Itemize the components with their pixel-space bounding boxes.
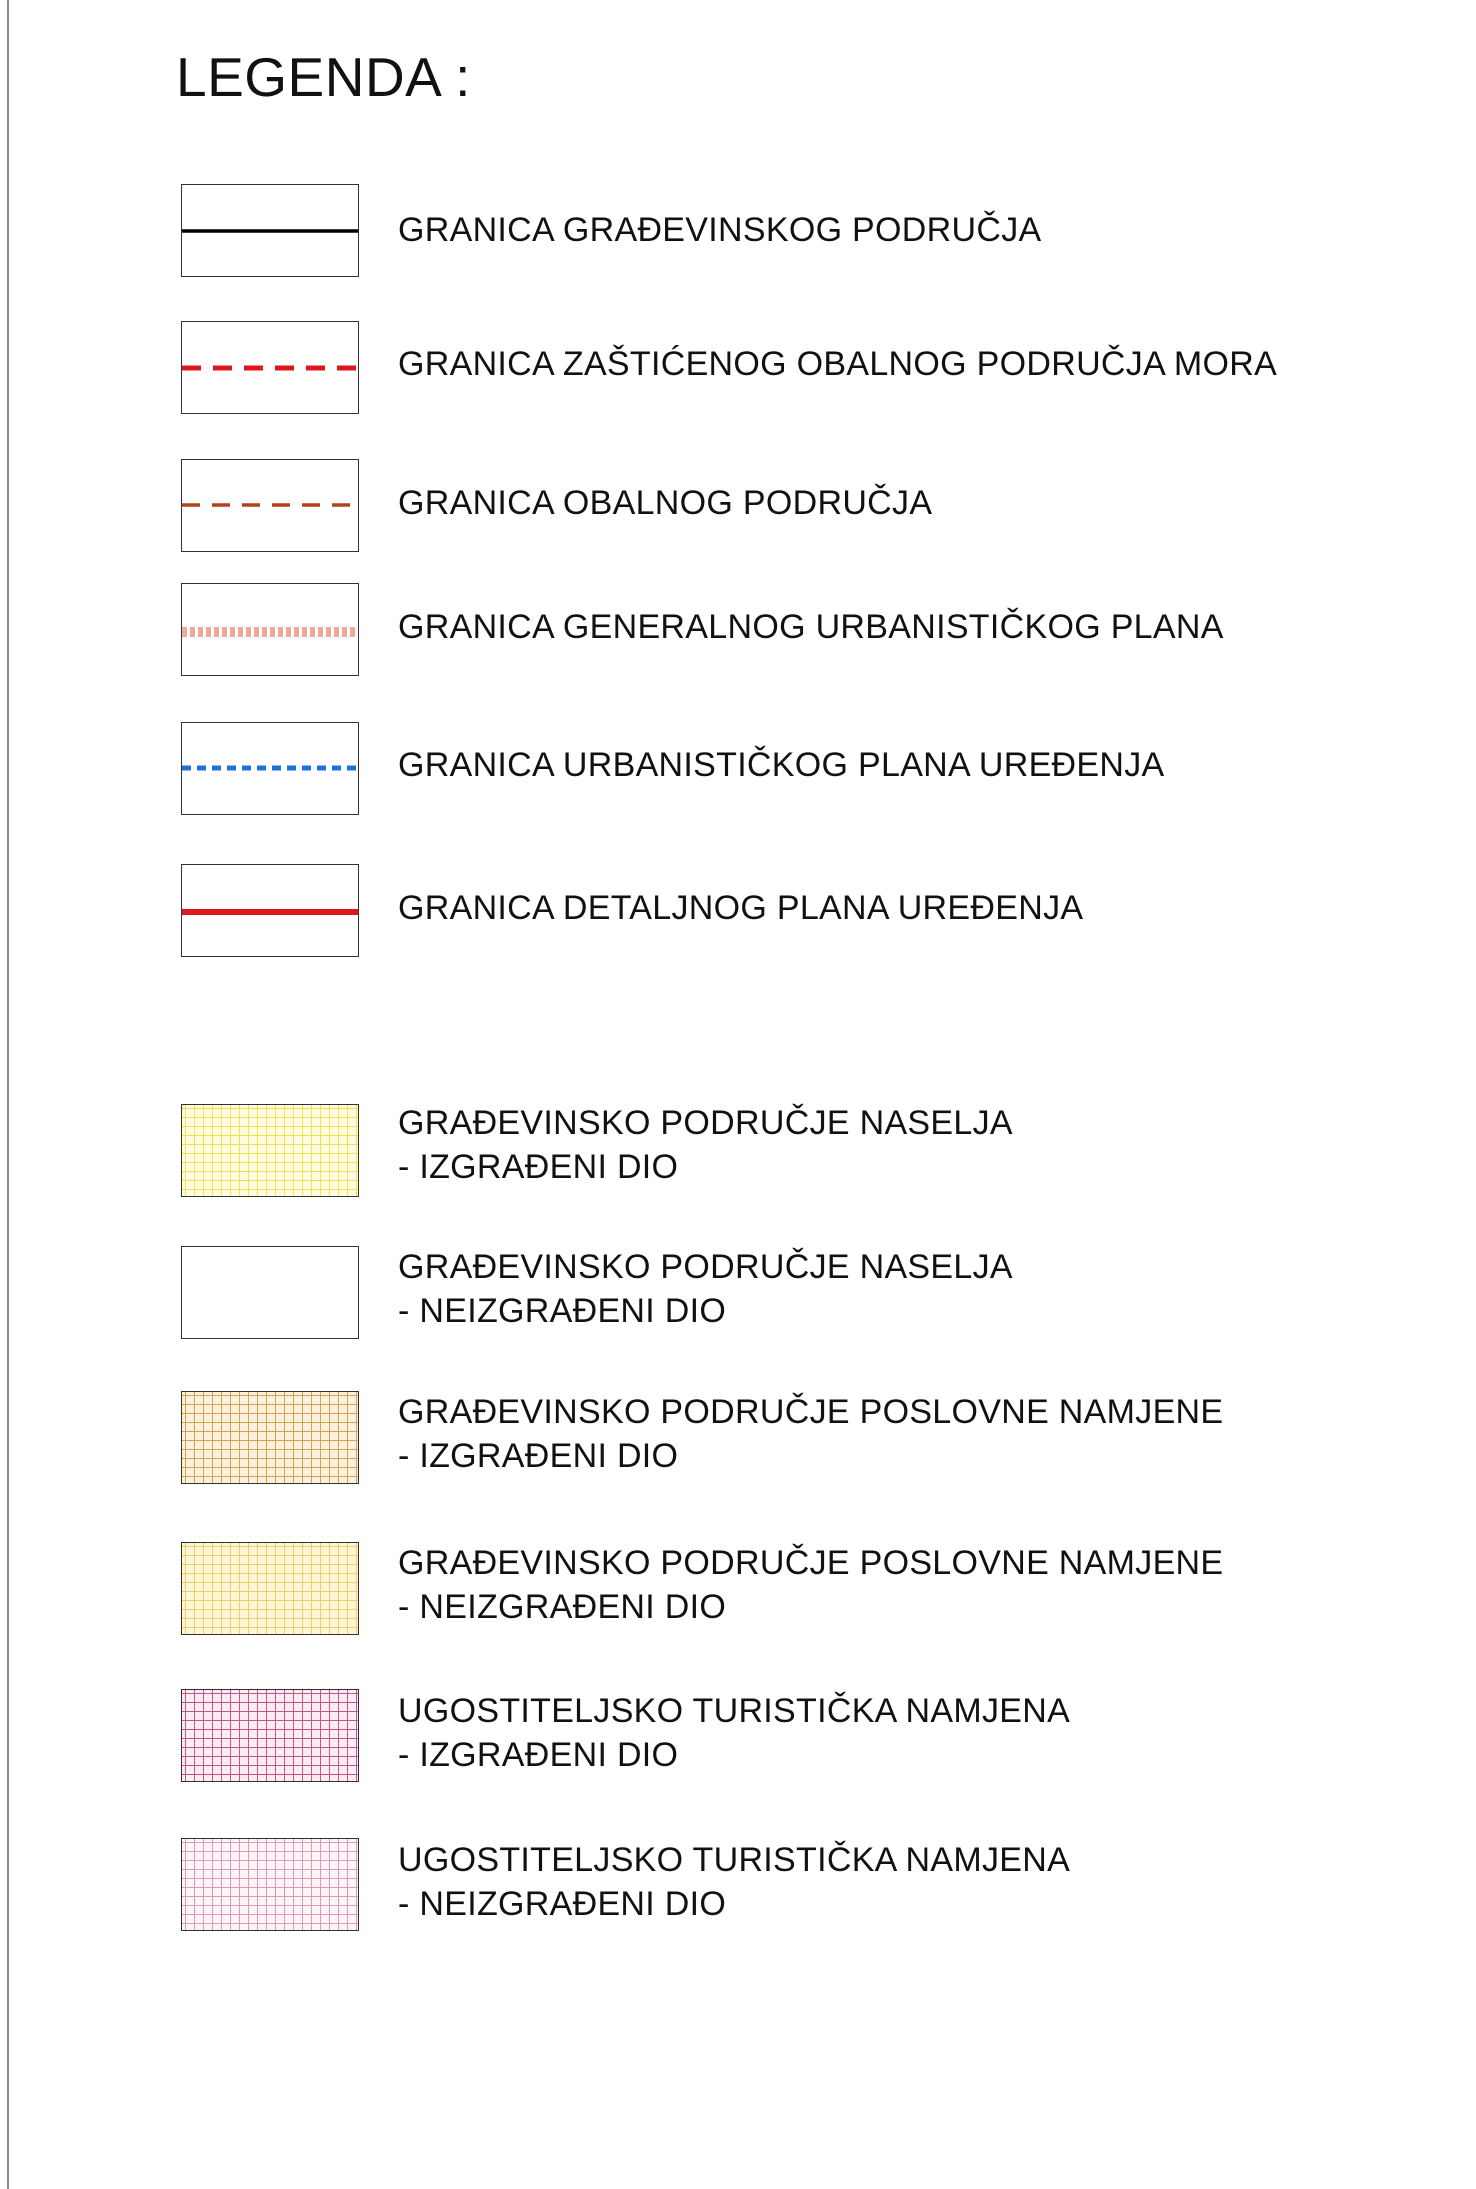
swatch-coastal-boundary [181,459,359,552]
swatch-business-built [181,1391,359,1484]
swatch-protected-coastal-boundary [181,321,359,414]
pink-dotted-line-symbol [182,584,358,675]
label-line-1: UGOSTITELJSKO TURISTIČKA NAMJENA [398,1841,1071,1879]
red-solid-line-symbol [182,865,358,956]
swatch-urban-development-plan-boundary [181,722,359,815]
left-border-line [7,0,9,2189]
swatch-tourism-built [181,1689,359,1782]
label-settlement-built [398,1101,1013,1189]
label-urban-development-plan-boundary: GRANICA URBANISTIČKOG PLANA UREĐENJA [398,746,1165,784]
swatch-business-unbuilt [181,1542,359,1635]
label-settlement-unbuilt [398,1245,1013,1333]
swatch-building-area-boundary [181,184,359,277]
label-line-2: - NEIZGRAĐENI DIO [398,1292,727,1330]
swatch-settlement-built [181,1104,359,1197]
label-business-unbuilt [398,1541,1223,1629]
label-line-2: - NEIZGRAĐENI DIO [398,1885,727,1923]
swatch-settlement-unbuilt [181,1246,359,1339]
swatch-tourism-unbuilt [181,1838,359,1931]
label-detailed-plan-boundary: GRANICA DETALJNOG PLANA UREĐENJA [398,889,1084,927]
solid-black-line-symbol [182,185,358,276]
label-line-1: UGOSTITELJSKO TURISTIČKA NAMJENA [398,1692,1071,1730]
label-line-1: GRAĐEVINSKO PODRUČJE NASELJA [398,1104,1013,1142]
label-general-urban-plan-boundary: GRANICA GENERALNOG URBANISTIČKOG PLANA [398,608,1224,646]
label-tourism-built [398,1689,1070,1777]
swatch-detailed-plan-boundary [181,864,359,957]
label-line-2: - IZGRAĐENI DIO [398,1437,679,1475]
swatch-general-urban-plan-boundary [181,583,359,676]
brown-dashed-line-symbol [182,460,358,551]
red-dashed-line-symbol [182,322,358,413]
label-building-area-boundary: GRANICA GRAĐEVINSKOG PODRUČJA [398,211,1042,249]
legend-title: LEGENDA : [176,46,471,108]
label-line-1: GRAĐEVINSKO PODRUČJE NASELJA [398,1248,1013,1286]
label-line-1: GRAĐEVINSKO PODRUČJE POSLOVNE NAMJENE [398,1544,1224,1582]
label-protected-coastal-boundary: GRANICA ZAŠTIĆENOG OBALNOG PODRUČJA MORA [398,345,1278,383]
label-business-built [398,1390,1223,1478]
label-line-2: - IZGRAĐENI DIO [398,1736,679,1774]
label-line-2: - IZGRAĐENI DIO [398,1148,679,1186]
label-line-2: - NEIZGRAĐENI DIO [398,1588,727,1626]
label-tourism-unbuilt [398,1838,1070,1926]
label-line-1: GRAĐEVINSKO PODRUČJE POSLOVNE NAMJENE [398,1393,1224,1431]
blue-dotted-line-symbol [182,723,358,814]
label-coastal-boundary: GRANICA OBALNOG PODRUČJA [398,484,933,522]
